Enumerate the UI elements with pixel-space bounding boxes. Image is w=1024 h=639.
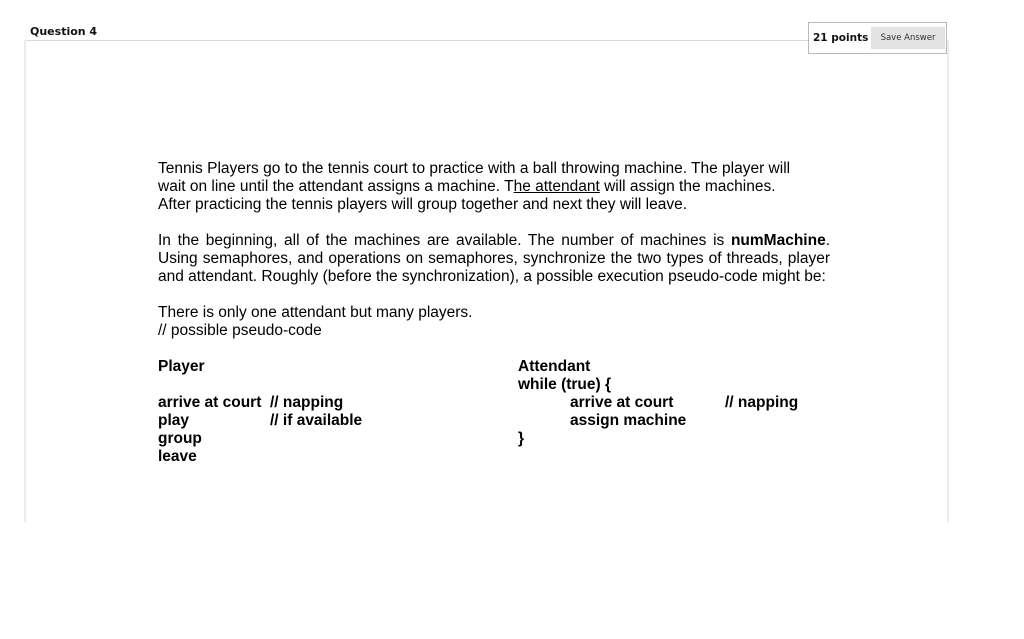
note-line-1: There is only one attendant but many players. xyxy=(158,304,473,321)
attendant-heading: Attendant xyxy=(518,358,591,375)
pseudo-code-block xyxy=(158,358,830,468)
attendant-line-2: arrive at court xyxy=(570,394,674,411)
num-machine-term: numMachine xyxy=(730,232,826,249)
player-comment-1: // napping xyxy=(270,394,344,411)
intro-underlined-text: he attendant xyxy=(513,178,600,195)
intro-line-2b: will assign the machines. xyxy=(599,178,776,195)
intro-line-3: After practicing the tennis players will group together and next they will leave. xyxy=(158,196,688,213)
player-line-1: arrive at court xyxy=(158,394,262,411)
question-title: Question 4 xyxy=(30,25,98,38)
question-content xyxy=(158,160,830,468)
note-paragraph xyxy=(158,304,830,340)
attendant-line-4: } xyxy=(518,430,525,447)
player-line-3: group xyxy=(158,430,202,447)
player-line-2: play xyxy=(158,412,190,429)
player-line-4: leave xyxy=(158,448,197,465)
intro-paragraph xyxy=(158,160,830,214)
attendant-line-3: assign machine xyxy=(570,412,687,429)
para2-text-b: . Using semaphores, and operations on semaphores, synchronize the two types of threads, player and attendant. Roughly (before the synchronization), a possible execution pseudo-code might be: xyxy=(158,232,830,285)
attendant-comment-2: // napping xyxy=(725,394,799,411)
attendant-line-1: while (true) { xyxy=(518,376,612,393)
para2-text-a: In the beginning, all of the machines are available. The number of machines is xyxy=(158,232,731,249)
save-answer-button[interactable]: Save Answer xyxy=(871,27,945,49)
player-comment-2: // if available xyxy=(270,412,363,429)
intro-line-1: Tennis Players go to the tennis court to practice with a ball throwing machine. The player will xyxy=(158,160,791,177)
player-heading: Player xyxy=(158,358,205,375)
semaphore-paragraph xyxy=(158,232,830,286)
points-label: 21 points xyxy=(813,32,869,44)
note-line-2: // possible pseudo-code xyxy=(158,322,322,339)
intro-line-2a: wait on line until the attendant assigns a machine. T xyxy=(158,178,514,195)
